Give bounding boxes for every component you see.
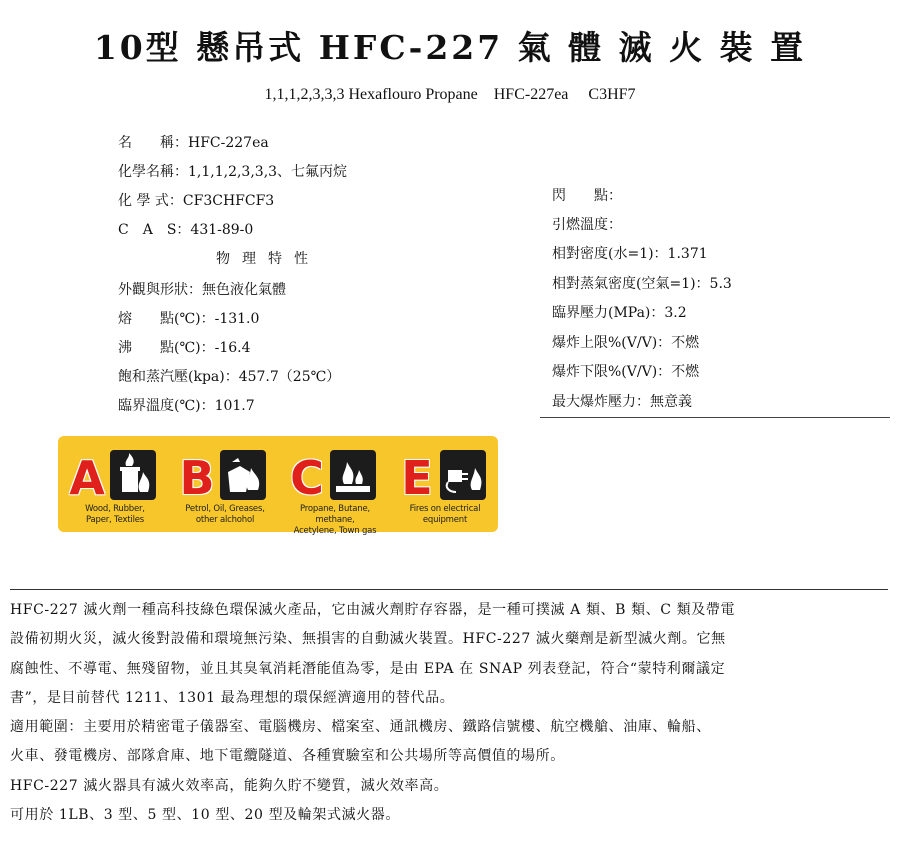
spec-vapor-pressure: 飽和蒸汽壓(kpa)：457.7（25℃） <box>118 369 341 385</box>
fire-class-caption: Petrol, Oil, Greases, other alchohol <box>185 504 265 525</box>
spec-appearance: 外觀與形狀：無色液化氣體 <box>118 282 286 298</box>
spec-melting-point: 熔 點(℃)：-131.0 <box>118 311 260 327</box>
spec-boiling-point: 沸 點(℃)：-16.4 <box>118 340 251 356</box>
electrical-plug-fire-icon <box>440 450 486 500</box>
fire-class-letter: A <box>69 451 105 505</box>
fire-class-panel <box>58 436 498 536</box>
spec-cas: C A S：431-89-0 <box>118 222 254 238</box>
description-line: HFC-227 滅火劑一種高科技綠色環保滅火產品，它由滅火劑貯存容器，是一種可撲滅 A 類、B 類、C 類及帶電 <box>10 602 736 618</box>
page-title: 10型 懸吊式 HFC-227 氣 體 滅 火 裝 置 <box>93 28 807 67</box>
fire-class-caption: Wood, Rubber, Paper, Textiles <box>85 504 145 525</box>
description-line: 書”，是目前替代 1211、1301 最為理想的環保經濟適用的替代品。 <box>10 690 455 706</box>
spec-critical-temperature: 臨界溫度(℃)：101.7 <box>118 398 255 414</box>
trash-fire-icon <box>110 450 156 500</box>
spec-critical-pressure: 臨界壓力(MPa)：3.2 <box>552 305 687 321</box>
fire-class-letter: E <box>401 451 433 505</box>
physical-properties-heading: 物理特性 <box>216 251 320 267</box>
description-line: 設備初期火災，滅火後對設備和環境無污染、無損害的自動滅火裝置。HFC-227 滅火藥劑是新型滅火劑。它無 <box>10 631 726 647</box>
description-line: 可用於 1LB、3 型、5 型、10 型、20 型及輪架式滅火器。 <box>10 807 400 823</box>
spec-chemical-name: 化學名稱：1,1,1,2,3,3,3、七氟丙烷 <box>118 164 348 180</box>
spec-formula: 化 學 式：CF3CHFCF3 <box>118 193 275 209</box>
spec-lower-explosive-limit: 爆炸下限%(V/V)：不燃 <box>552 364 700 380</box>
fuel-can-fire-icon <box>220 450 266 500</box>
divider-line <box>540 417 890 418</box>
fire-class-caption: Fires on electrical equipment <box>409 504 481 525</box>
fire-class-letter: B <box>179 451 215 505</box>
fire-class-caption: Propane, Butane, methane, Acetylene, Town gas <box>293 504 377 536</box>
spec-max-explosion-pressure: 最大爆炸壓力：無意義 <box>552 394 692 410</box>
fire-class-letter: C <box>290 451 324 505</box>
gas-burner-fire-icon <box>330 450 376 500</box>
spec-upper-explosive-limit: 爆炸上限%(V/V)：不燃 <box>552 335 700 351</box>
spec-flash-point: 閃 點： <box>552 188 622 204</box>
chemical-subtitle: 1,1,1,2,3,3,3 Hexaflouro Propane HFC-227ea C3HF7 <box>264 86 636 103</box>
spec-relative-density: 相對密度(水=1)：1.371 <box>552 246 708 262</box>
description-line: 火車、發電機房、部隊倉庫、地下電纜隧道、各種實驗室和公共場所等高價值的場所。 <box>10 748 565 764</box>
description-line: HFC-227 滅火器具有滅火效率高，能夠久貯不變質，滅火效率高。 <box>10 778 449 794</box>
spec-name: 名 稱：HFC-227ea <box>118 135 269 151</box>
description-line: 腐蝕性、不導電、無殘留物，並且其臭氧消耗潛能值為零，是由 EPA 在 SNAP 列表登記，符合“蒙特利爾議定 <box>10 661 726 677</box>
spec-ignition-temperature: 引燃溫度： <box>552 217 622 233</box>
description-line: 適用範圍：主要用於精密電子儀器室、電腦機房、檔案室、通訊機房、鐵路信號樓、航空機艙、油庫、輪船、 <box>10 719 711 735</box>
spec-vapor-density: 相對蒸氣密度(空氣=1)：5.3 <box>552 276 732 292</box>
